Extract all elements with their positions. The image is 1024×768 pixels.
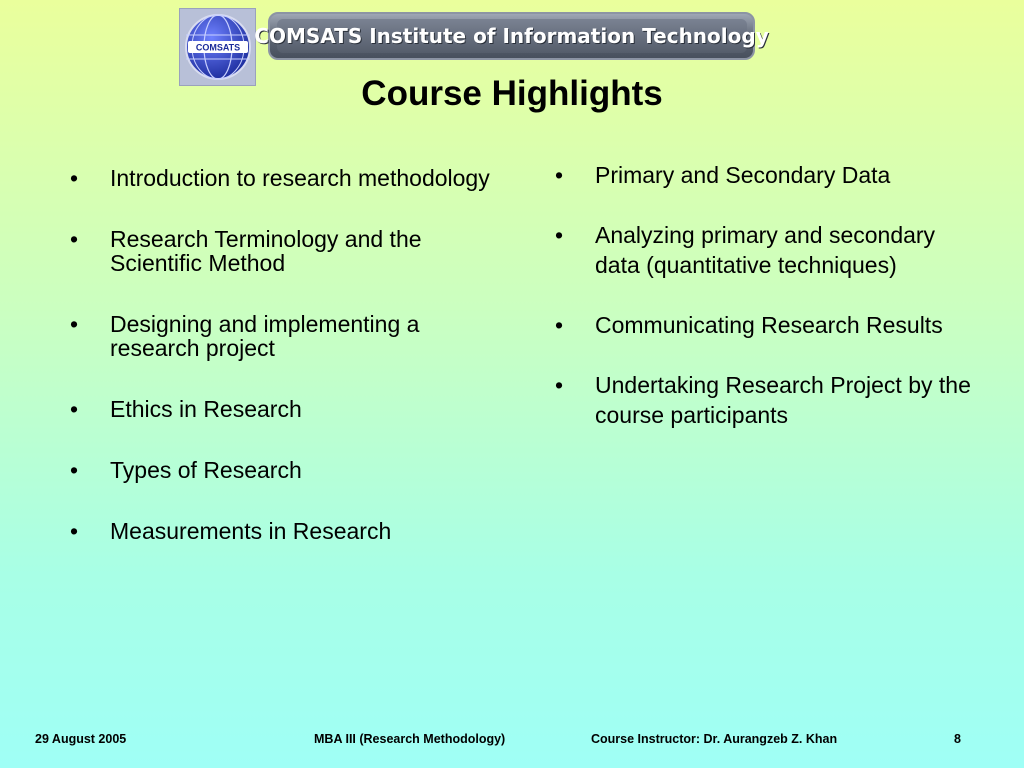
list-item: • Measurements in Research [70,519,490,543]
footer-page-number: 8 [954,732,961,746]
slide-title: Course Highlights [361,74,663,113]
list-item: • Designing and implementing a research project [70,312,490,360]
list-item: • Analyzing primary and secondary data (quantitative techniques) [555,220,975,280]
logo-text: COMSATS [195,42,240,53]
institute-banner [254,12,769,60]
comsats-globe-logo-icon [184,13,252,81]
list-item: • Types of Research [70,458,490,482]
list-item: • Ethics in Research [70,397,490,421]
footer-date: 29 August 2005 [35,732,127,746]
right-bullet-list [555,160,975,460]
list-item: • Undertaking Research Project by the course participants [555,370,975,430]
list-item: • Research Terminology and the Scientific Method [70,227,490,275]
institute-banner-inner [254,19,769,53]
footer-course: MBA III (Research Methodology) [314,732,506,746]
left-bullet-list [70,166,490,580]
list-item: • Primary and Secondary Data [555,160,975,190]
footer-instructor: Course Instructor: Dr. Aurangzeb Z. Khan [591,732,838,746]
list-item: • Communicating Research Results [555,310,975,340]
institute-name: COMSATS Institute of Information Technology [254,24,769,48]
list-item: • Introduction to research methodology [70,166,490,190]
